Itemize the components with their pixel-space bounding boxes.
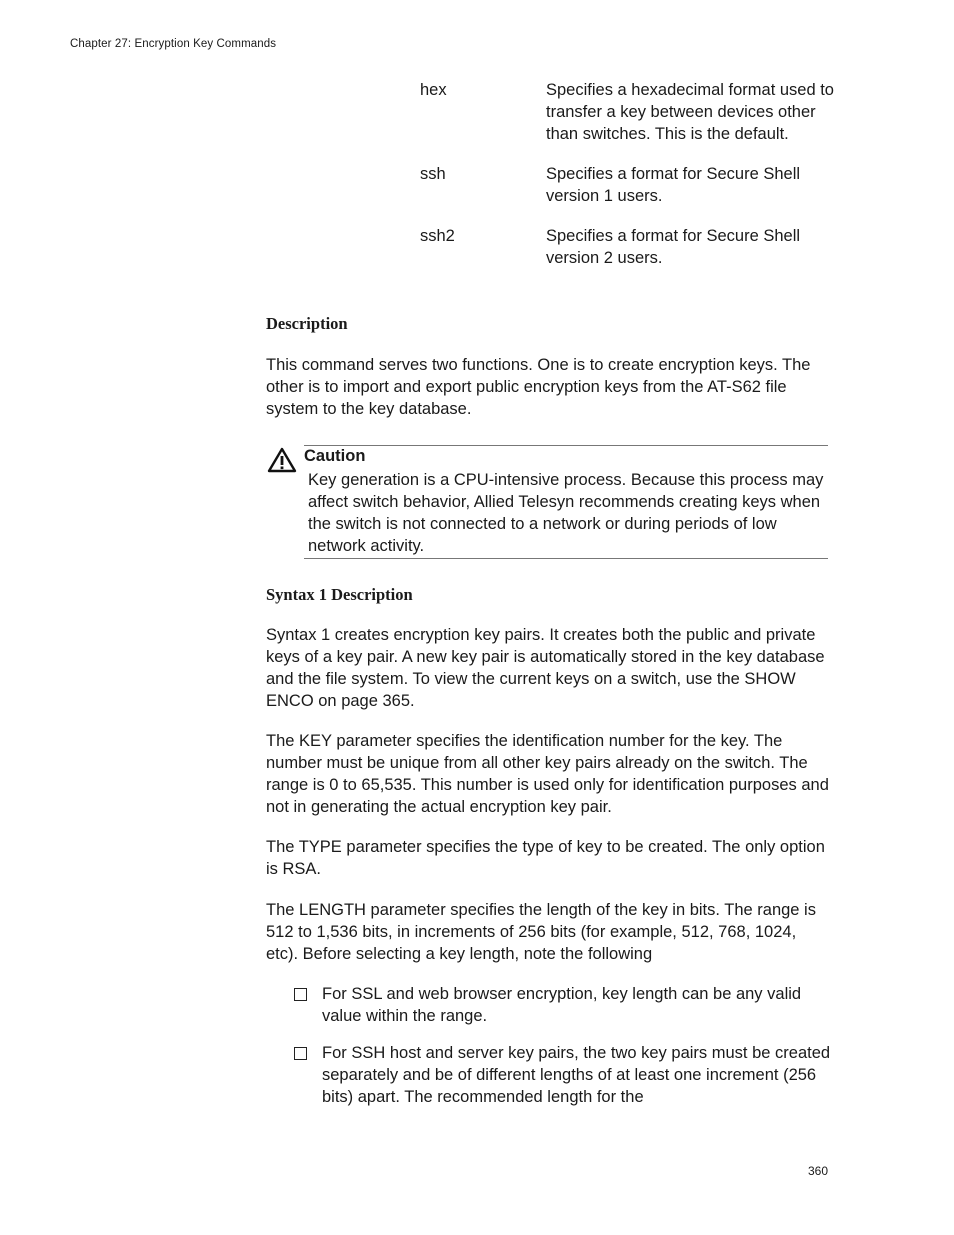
param-name: ssh <box>420 165 446 183</box>
param-desc: Specifies a format for Secure Shell version 1 users. <box>546 165 801 205</box>
checkbox-bullet-icon <box>294 1047 307 1060</box>
bullet-text: For SSH host and server key pairs, the two key pairs must be created separately and be of different lengths of at least one increment (256 bits) apart. The recommended length for the <box>322 1044 831 1106</box>
caution-text: Key generation is a CPU-intensive process. Because this process may affect switch behavior, Allied Telesyn recommends creating keys when the switch is not connected to a network or during periods of low network activity. <box>308 471 824 555</box>
running-head: Chapter 27: Encryption Key Commands <box>70 38 277 50</box>
caution-box <box>304 445 828 559</box>
bullet-item <box>294 983 834 1027</box>
param-desc: Specifies a hexadecimal format used to transfer a key between devices other than switches. This is the default. <box>546 81 834 143</box>
caution-title: Caution <box>304 447 366 465</box>
syntax1-heading: Syntax 1 Description <box>266 585 413 604</box>
syntax1-paragraph-length: The LENGTH parameter specifies the length of the key in bits. The range is 512 to 1,536 bits, in increments of 256 bits (for example, 512, 768, 1024, etc). Before selecting a key length, note the following <box>266 901 816 963</box>
param-row-ssh2 <box>420 225 840 269</box>
param-name: ssh2 <box>420 227 455 245</box>
parameter-table <box>420 79 840 287</box>
page-number: 360 <box>807 1164 828 1178</box>
syntax1-paragraph-type: The TYPE parameter specifies the type of key to be created. The only option is RSA. <box>266 838 825 878</box>
syntax1-paragraph-key: The KEY parameter specifies the identification number for the key. The number must be unique from all other key pairs already on the switch. The range is 0 to 65,535. This number is used only for identification purposes and not in generating the actual encryption key pair. <box>266 732 829 816</box>
description-heading: Description <box>266 314 348 333</box>
param-row-ssh <box>420 163 840 207</box>
checkbox-bullet-icon <box>294 988 307 1001</box>
warning-triangle-icon <box>267 447 297 473</box>
param-desc: Specifies a format for Secure Shell version 2 users. <box>546 227 801 267</box>
description-paragraph: This command serves two functions. One is to create encryption keys. The other is to import and export public encryption keys from the AT-S62 file system to the key database. <box>266 356 811 418</box>
bullet-item <box>294 1042 834 1108</box>
param-row-hex <box>420 79 840 145</box>
bullet-text: For SSL and web browser encryption, key length can be any valid value within the range. <box>322 985 802 1025</box>
syntax1-paragraph-1: Syntax 1 creates encryption key pairs. It creates both the public and private keys of a key pair. A new key pair is automatically stored in the key database and the file system. To view the current keys on a switch, use the SHOW ENCO on page 365. <box>266 626 825 710</box>
param-name: hex <box>420 81 447 99</box>
